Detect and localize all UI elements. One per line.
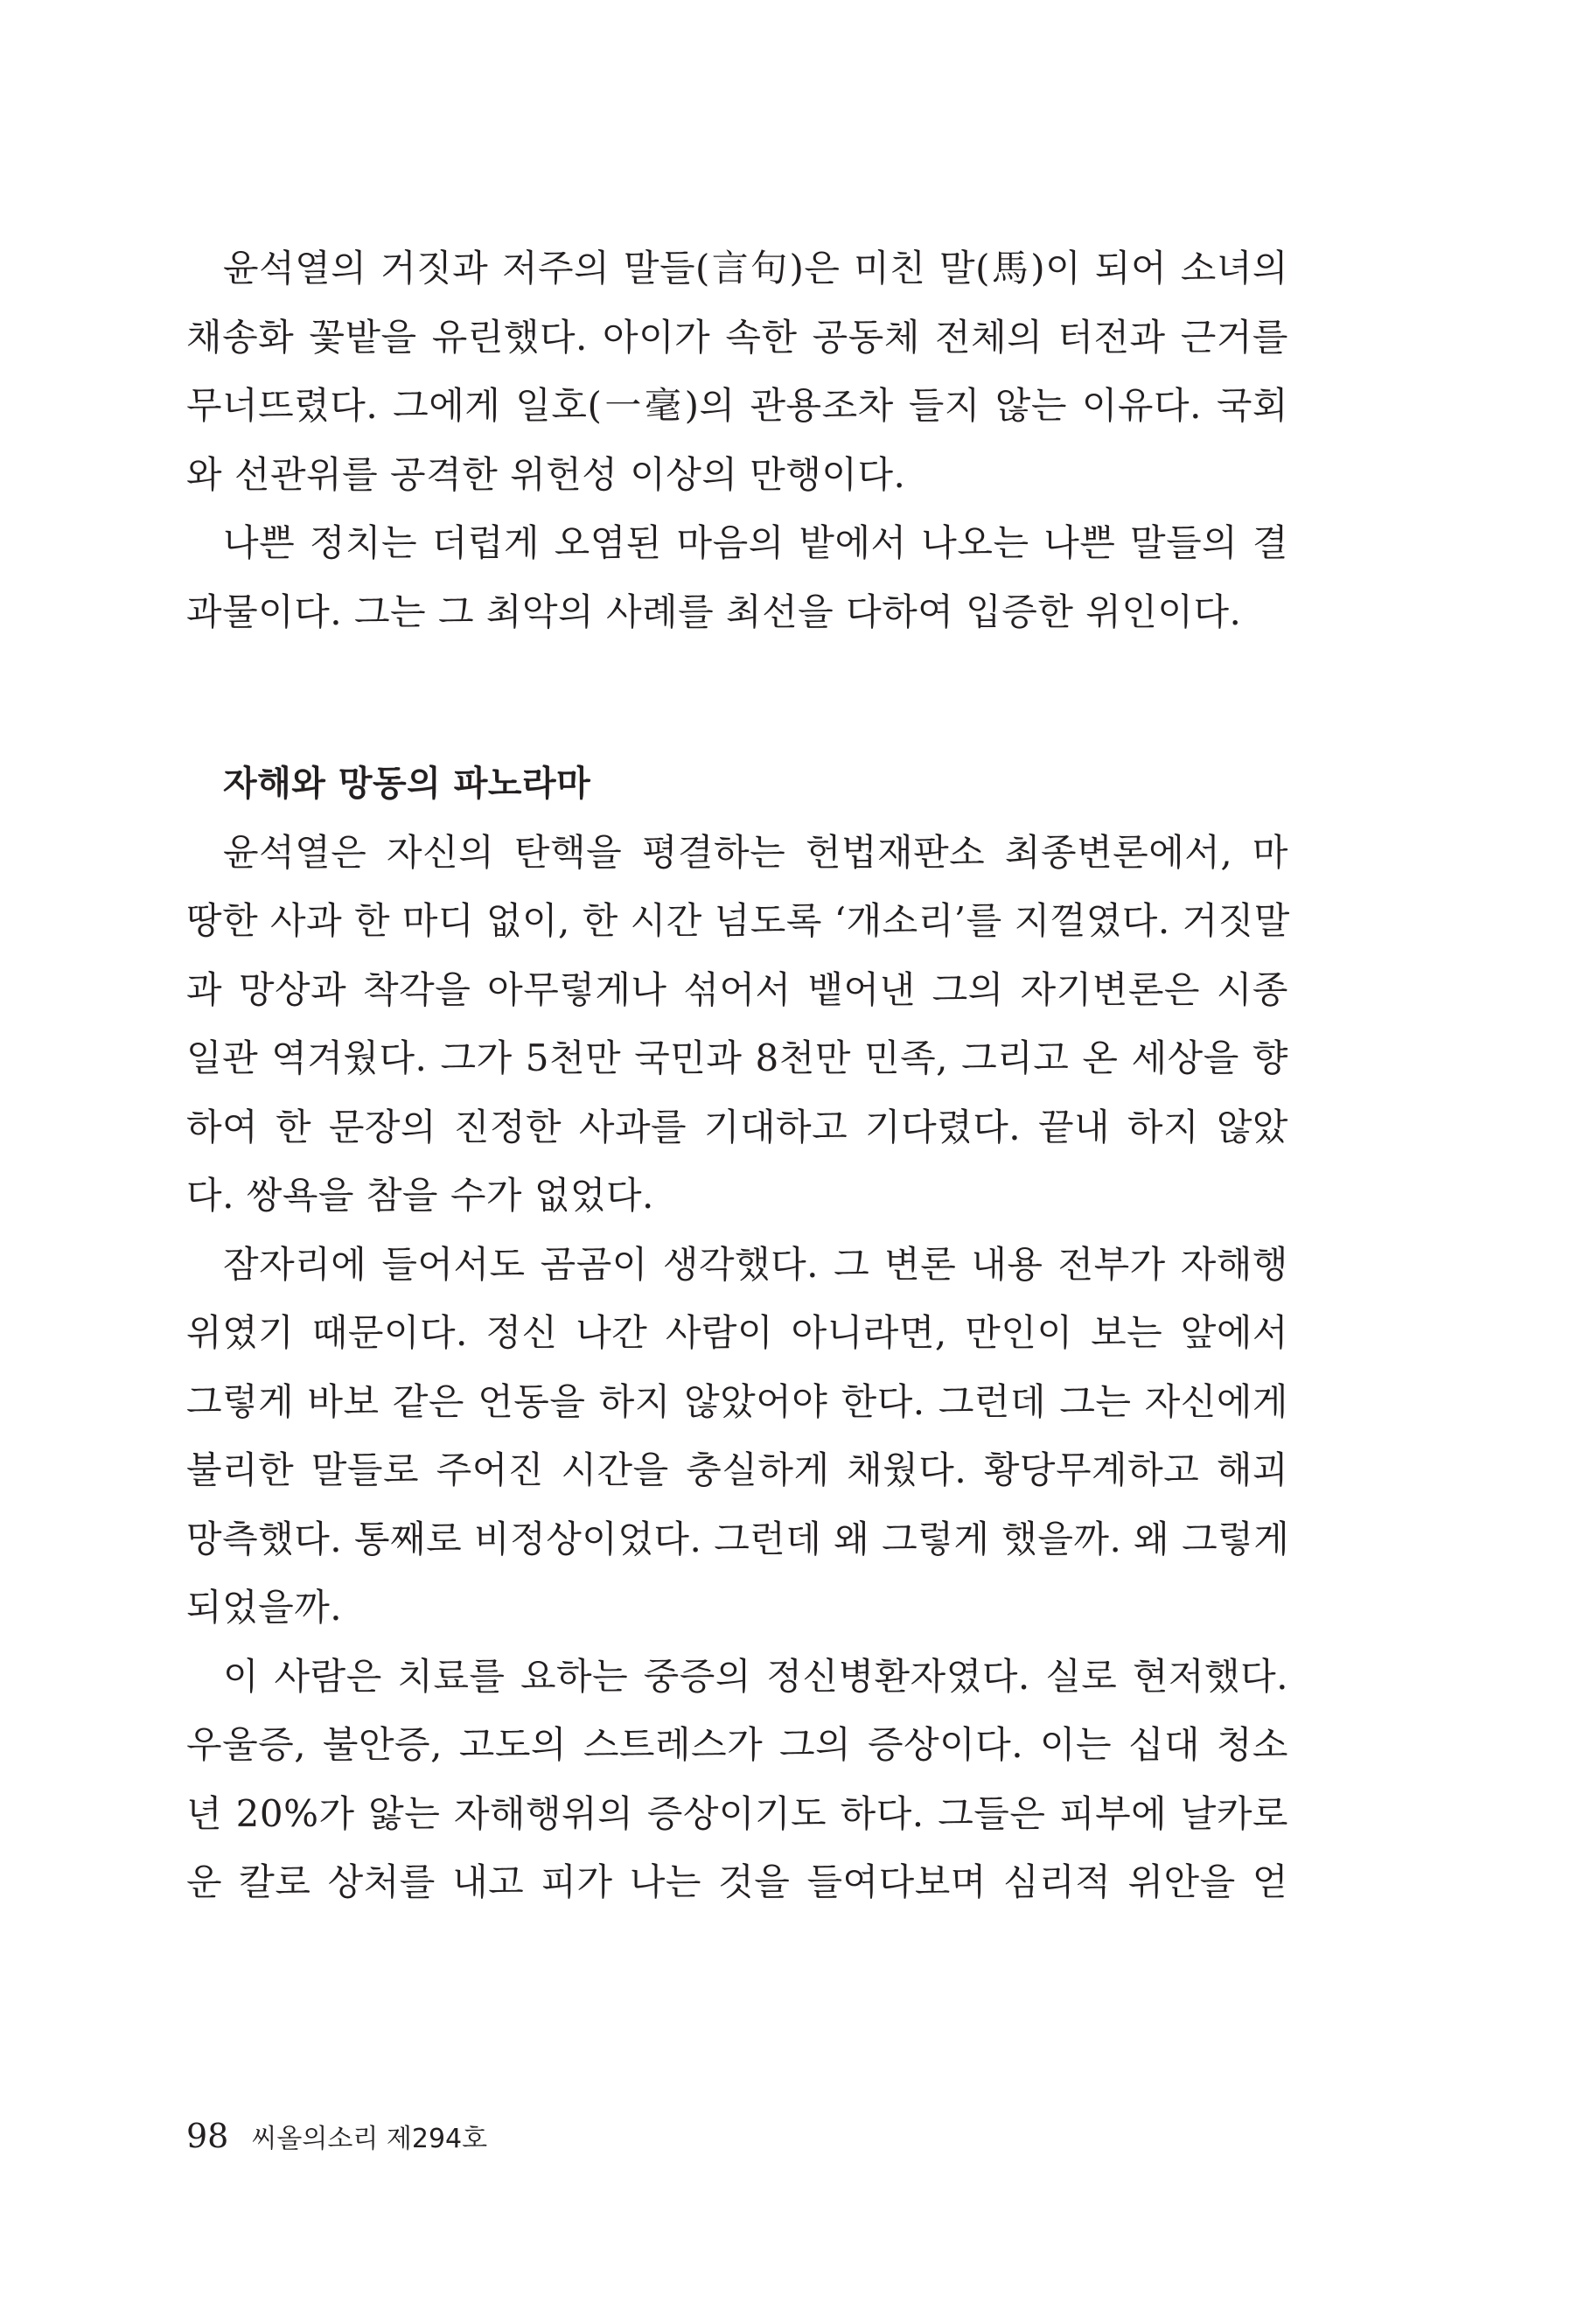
text-line: 망측했다. 통째로 비정상이었다. 그런데 왜 그렇게 했을까. 왜 그렇게 [186, 1517, 1290, 1560]
text-line: 나쁜 정치는 더럽게 오염된 마음의 밭에서 나오는 나쁜 말들의 결 [223, 521, 1288, 564]
text-line: 이 사람은 치료를 요하는 중증의 정신병환자였다. 실로 현저했다. [223, 1654, 1288, 1698]
text-line: 무너뜨렸다. 그에게 일호(一毫)의 관용조차 들지 않는 이유다. 국회 [186, 384, 1288, 427]
text-line: 과 망상과 착각을 아무렇게나 섞어서 뱉어낸 그의 자기변론은 시종 [186, 967, 1288, 1011]
text-line: 운 칼로 상처를 내고 피가 나는 것을 들여다보며 심리적 위안을 얻 [186, 1860, 1288, 1903]
text-line: 와 선관위를 공격한 위헌성 이상의 만행이다. [186, 452, 906, 496]
text-line: 일관 역겨웠다. 그가 5천만 국민과 8천만 민족, 그리고 온 세상을 향 [186, 1036, 1288, 1079]
text-line: 채송화 꽃밭을 유린했다. 아이가 속한 공동체 전체의 터전과 근거를 [186, 315, 1288, 359]
text-line: 윤석열의 거짓과 저주의 말들(言句)은 미친 말(馬)이 되어 소녀의 [223, 247, 1288, 290]
text-line: 윤석열은 자신의 탄핵을 평결하는 헌법재판소 최종변론에서, 마 [223, 830, 1288, 874]
paragraph-5 [186, 1643, 1288, 1917]
section-gap [186, 646, 1288, 750]
magazine-issue: 씨올의소리 제294호 [251, 2124, 488, 2154]
text-line: 땅한 사과 한 마디 없이, 한 시간 넘도록 ‘개소리’를 지껄였다. 거짓말 [186, 899, 1290, 942]
text-line: 우울증, 불안증, 고도의 스트레스가 그의 증상이다. 이는 십대 청소 [186, 1723, 1288, 1766]
text-line: 불리한 말들로 주어진 시간을 충실하게 채웠다. 황당무계하고 해괴 [186, 1448, 1288, 1491]
text-line: 그렇게 바보 같은 언동을 하지 않았어야 한다. 그런데 그는 자신에게 [186, 1379, 1288, 1423]
page-number: 98 [186, 2117, 229, 2155]
paragraph-4 [186, 1231, 1288, 1643]
text-line: 다. 쌍욕을 참을 수가 없었다. [186, 1174, 654, 1217]
text-line: 위였기 때문이다. 정신 나간 사람이 아니라면, 만인이 보는 앞에서 [186, 1311, 1288, 1354]
page-footer [186, 2117, 487, 2155]
text-line: 되었을까. [186, 1586, 343, 1629]
paragraph-3 [186, 819, 1288, 1231]
paragraph-2 [186, 509, 1288, 646]
text-line: 과물이다. 그는 그 최악의 사례를 최선을 다하여 입증한 위인이다. [186, 590, 1242, 633]
text-line: 잠자리에 들어서도 곰곰이 생각했다. 그 변론 내용 전부가 자해행 [223, 1242, 1288, 1286]
paragraph-1 [186, 234, 1288, 509]
text-line: 하여 한 문장의 진정한 사과를 기대하고 기다렸다. 끝내 하지 않았 [186, 1105, 1288, 1148]
text-line: 년 20%가 앓는 자해행위의 증상이기도 하다. 그들은 피부에 날카로 [186, 1791, 1288, 1835]
body-text [186, 234, 1288, 1917]
section-heading: 자해와 망동의 파노라마 [223, 764, 591, 804]
